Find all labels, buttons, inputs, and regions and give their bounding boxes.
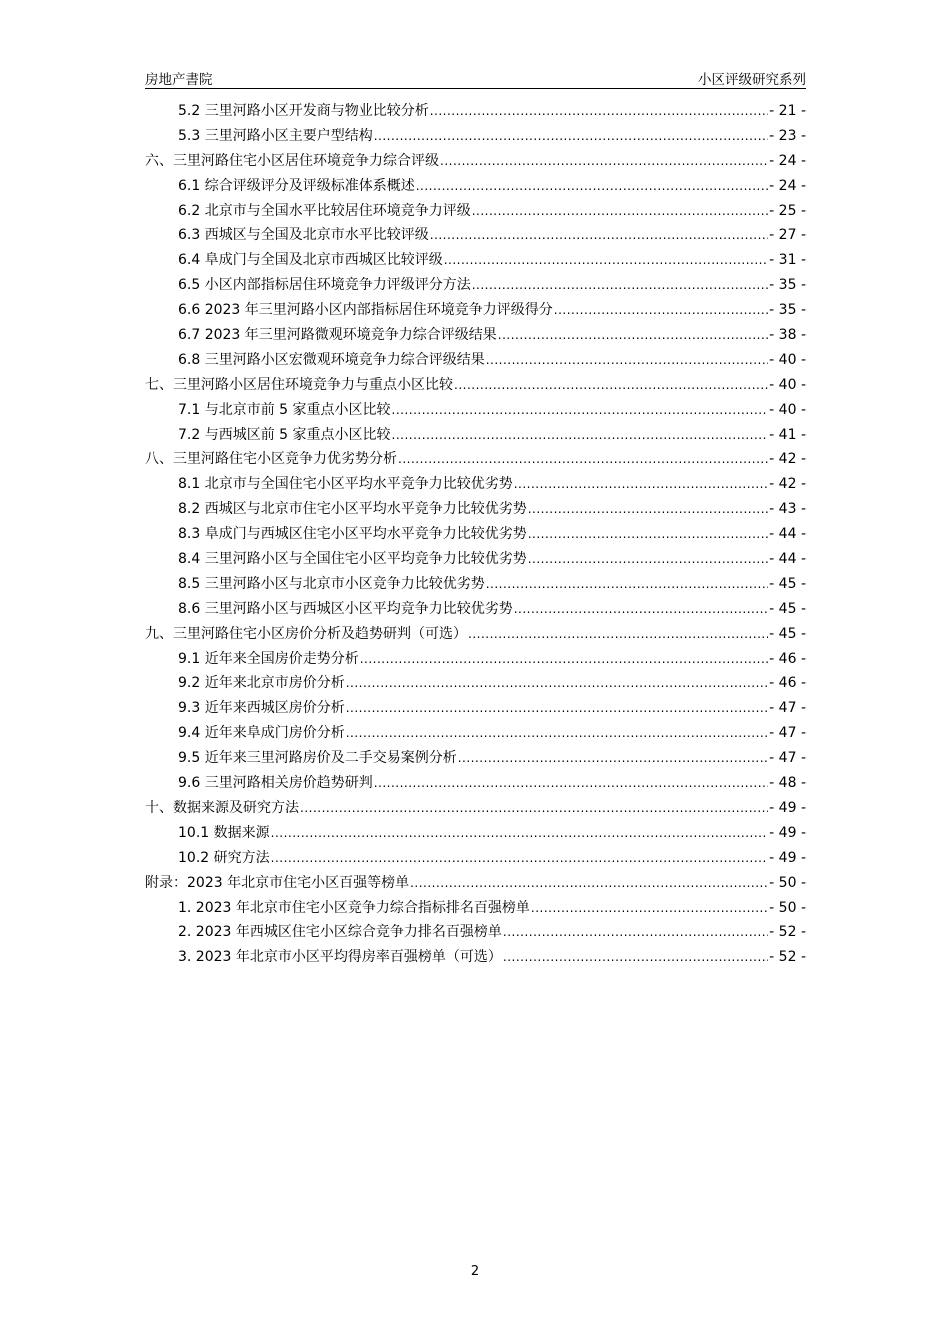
table-of-contents bbox=[145, 99, 806, 970]
toc-leader-dots bbox=[410, 871, 768, 896]
toc-leader-dots bbox=[531, 896, 768, 921]
toc-entry[interactable] bbox=[145, 597, 806, 622]
toc-entry[interactable] bbox=[145, 124, 806, 149]
toc-entry-title: 十、数据来源及研究方法 bbox=[145, 799, 299, 816]
toc-entry-page: - 40 - bbox=[769, 351, 806, 368]
toc-entry[interactable] bbox=[145, 622, 806, 647]
toc-entry-title: 6.6 2023 年三里河路小区内部指标居住环境竞争力评级得分 bbox=[178, 302, 553, 319]
toc-leader-dots bbox=[454, 373, 768, 398]
toc-leader-dots bbox=[554, 298, 768, 323]
toc-entry[interactable] bbox=[145, 149, 806, 174]
toc-entry-title: 6.3 西城区与全国及北京市水平比较评级 bbox=[178, 227, 429, 244]
toc-entry-page: - 48 - bbox=[769, 775, 806, 792]
toc-entry[interactable] bbox=[145, 273, 806, 298]
toc-entry-page: - 23 - bbox=[769, 127, 806, 144]
toc-entry[interactable] bbox=[145, 472, 806, 497]
toc-entry-page: - 52 - bbox=[769, 924, 806, 941]
toc-leader-dots bbox=[392, 423, 769, 448]
toc-entry-page: - 35 - bbox=[769, 277, 806, 294]
toc-entry[interactable] bbox=[145, 896, 806, 921]
toc-entry-title: 10.2 研究方法 bbox=[178, 849, 270, 866]
page-number: 2 bbox=[470, 1264, 480, 1279]
toc-entry-title: 6.8 三里河路小区宏微观环境竞争力综合评级结果 bbox=[178, 351, 485, 368]
toc-entry-page: - 46 - bbox=[769, 650, 806, 667]
toc-leader-dots bbox=[503, 920, 768, 945]
toc-leader-dots bbox=[472, 273, 768, 298]
toc-entry-title: 7.1 与北京市前 5 家重点小区比较 bbox=[178, 401, 391, 418]
toc-entry-page: - 42 - bbox=[769, 476, 806, 493]
toc-entry-title: 9.3 近年来西城区房价分析 bbox=[178, 700, 345, 717]
toc-entry-title: 5.2 三里河路小区开发商与物业比较分析 bbox=[178, 103, 429, 119]
toc-entry-title: 7.2 与西城区前 5 家重点小区比较 bbox=[178, 426, 391, 443]
toc-entry[interactable] bbox=[145, 99, 806, 124]
toc-entry-title: 附录：2023 年北京市住宅小区百强等榜单 bbox=[145, 874, 410, 891]
toc-entry[interactable] bbox=[145, 572, 806, 597]
toc-entry-page: - 46 - bbox=[769, 675, 806, 692]
toc-entry-page: - 31 - bbox=[769, 252, 806, 269]
toc-entry-title: 8.1 北京市与全国住宅小区平均水平竞争力比较优劣势 bbox=[178, 476, 513, 493]
toc-entry[interactable] bbox=[145, 846, 806, 871]
toc-leader-dots bbox=[486, 572, 768, 597]
toc-entry-title: 六、三里河路住宅小区居住环境竞争力综合评级 bbox=[145, 152, 439, 169]
toc-entry-title: 七、三里河路小区居住环境竞争力与重点小区比较 bbox=[145, 376, 453, 393]
toc-leader-dots bbox=[503, 945, 768, 970]
toc-leader-dots bbox=[486, 348, 768, 373]
toc-entry-page: - 27 - bbox=[769, 227, 806, 244]
toc-entry[interactable] bbox=[145, 447, 806, 472]
toc-entry-page: - 24 - bbox=[769, 152, 806, 169]
toc-entry-page: - 42 - bbox=[769, 451, 806, 468]
toc-entry-page: - 47 - bbox=[769, 750, 806, 767]
toc-leader-dots bbox=[528, 497, 768, 522]
toc-leader-dots bbox=[300, 796, 768, 821]
toc-leader-dots bbox=[374, 124, 768, 149]
toc-entry[interactable] bbox=[145, 871, 806, 896]
toc-leader-dots bbox=[528, 522, 768, 547]
toc-entry-page: - 38 - bbox=[769, 327, 806, 344]
toc-entry-page: - 47 - bbox=[769, 700, 806, 717]
toc-entry-title: 6.4 阜成门与全国及北京市西城区比较评级 bbox=[178, 252, 443, 269]
toc-entry[interactable] bbox=[145, 920, 806, 945]
toc-entry-title: 6.2 北京市与全国水平比较居住环境竞争力评级 bbox=[178, 202, 471, 219]
toc-entry-title: 8.6 三里河路小区与西城区小区平均竞争力比较优劣势 bbox=[178, 600, 513, 617]
toc-entry[interactable] bbox=[145, 348, 806, 373]
toc-entry[interactable] bbox=[145, 223, 806, 248]
toc-entry[interactable] bbox=[145, 174, 806, 199]
toc-leader-dots bbox=[392, 398, 769, 423]
toc-entry[interactable] bbox=[145, 398, 806, 423]
toc-entry-page: - 21 - bbox=[769, 103, 806, 119]
toc-entry-page: - 49 - bbox=[769, 824, 806, 841]
toc-entry-title: 6.7 2023 年三里河路微观环境竞争力综合评级结果 bbox=[178, 327, 497, 344]
toc-entry-page: - 41 - bbox=[769, 426, 806, 443]
toc-entry[interactable] bbox=[145, 522, 806, 547]
toc-entry-title: 8.4 三里河路小区与全国住宅小区平均竞争力比较优劣势 bbox=[178, 551, 527, 568]
toc-leader-dots bbox=[346, 696, 768, 721]
toc-entry-page: - 40 - bbox=[769, 376, 806, 393]
toc-entry-title: 9.4 近年来阜成门房价分析 bbox=[178, 725, 345, 742]
toc-entry[interactable] bbox=[145, 547, 806, 572]
toc-leader-dots bbox=[398, 447, 768, 472]
header-publisher: 房地产書院 bbox=[145, 72, 213, 88]
toc-entry-title: 8.2 西城区与北京市住宅小区平均水平竞争力比较优劣势 bbox=[178, 501, 527, 518]
toc-leader-dots bbox=[374, 771, 768, 796]
toc-entry-page: - 45 - bbox=[769, 575, 806, 592]
toc-entry[interactable] bbox=[145, 721, 806, 746]
toc-leader-dots bbox=[271, 821, 769, 846]
toc-leader-dots bbox=[458, 746, 768, 771]
toc-leader-dots bbox=[346, 671, 768, 696]
toc-entry-title: 九、三里河路住宅小区房价分析及趋势研判（可选） bbox=[145, 625, 467, 642]
toc-entry[interactable] bbox=[145, 497, 806, 522]
toc-entry-page: - 52 - bbox=[769, 949, 806, 966]
toc-entry[interactable] bbox=[145, 796, 806, 821]
toc-leader-dots bbox=[360, 647, 768, 672]
toc-entry[interactable] bbox=[145, 821, 806, 846]
toc-entry[interactable] bbox=[145, 373, 806, 398]
page-header bbox=[145, 66, 806, 89]
toc-entry[interactable] bbox=[145, 248, 806, 273]
toc-entry-title: 6.1 综合评级评分及评级标准体系概述 bbox=[178, 177, 415, 194]
toc-leader-dots bbox=[514, 597, 768, 622]
toc-entry[interactable] bbox=[145, 423, 806, 448]
toc-entry-page: - 44 - bbox=[769, 551, 806, 568]
toc-entry[interactable] bbox=[145, 671, 806, 696]
toc-entry-page: - 44 - bbox=[769, 526, 806, 543]
toc-entry-title: 3. 2023 年北京市小区平均得房率百强榜单（可选） bbox=[178, 949, 502, 966]
toc-entry[interactable] bbox=[145, 323, 806, 348]
toc-entry[interactable] bbox=[145, 746, 806, 771]
toc-entry-page: - 45 - bbox=[769, 600, 806, 617]
toc-entry-title: 8.5 三里河路小区与北京市小区竞争力比较优劣势 bbox=[178, 575, 485, 592]
toc-leader-dots bbox=[430, 223, 768, 248]
toc-entry-title: 6.5 小区内部指标居住环境竞争力评级评分方法 bbox=[178, 277, 471, 294]
toc-entry-page: - 43 - bbox=[769, 501, 806, 518]
toc-leader-dots bbox=[472, 199, 768, 224]
toc-entry-page: - 50 - bbox=[769, 874, 806, 891]
toc-leader-dots bbox=[514, 472, 768, 497]
toc-entry-title: 10.1 数据来源 bbox=[178, 824, 270, 841]
toc-entry[interactable] bbox=[145, 647, 806, 672]
toc-entry-page: - 40 - bbox=[769, 401, 806, 418]
toc-entry-title: 9.6 三里河路相关房价趋势研判 bbox=[178, 775, 373, 792]
toc-entry-page: - 35 - bbox=[769, 302, 806, 319]
toc-leader-dots bbox=[468, 622, 768, 647]
toc-entry[interactable] bbox=[145, 298, 806, 323]
toc-leader-dots bbox=[498, 323, 768, 348]
toc-entry-title: 1. 2023 年北京市住宅小区竞争力综合指标排名百强榜单 bbox=[178, 899, 530, 916]
toc-entry[interactable] bbox=[145, 945, 806, 970]
toc-entry-page: - 45 - bbox=[769, 625, 806, 642]
toc-entry-title: 9.1 近年来全国房价走势分析 bbox=[178, 650, 359, 667]
toc-leader-dots bbox=[416, 174, 768, 199]
toc-entry[interactable] bbox=[145, 696, 806, 721]
toc-leader-dots bbox=[440, 149, 768, 174]
toc-entry-page: - 24 - bbox=[769, 177, 806, 194]
toc-entry-title: 2. 2023 年西城区住宅小区综合竞争力排名百强榜单 bbox=[178, 924, 502, 941]
toc-entry-page: - 50 - bbox=[769, 899, 806, 916]
toc-leader-dots bbox=[271, 846, 769, 871]
toc-entry-page: - 49 - bbox=[769, 849, 806, 866]
toc-entry-title: 八、三里河路住宅小区竞争力优劣势分析 bbox=[145, 451, 397, 468]
toc-leader-dots bbox=[430, 99, 768, 124]
toc-entry-page: - 47 - bbox=[769, 725, 806, 742]
toc-entry-page: - 49 - bbox=[769, 799, 806, 816]
toc-entry-page: - 25 - bbox=[769, 202, 806, 219]
toc-entry[interactable] bbox=[145, 199, 806, 224]
toc-entry-title: 9.5 近年来三里河路房价及二手交易案例分析 bbox=[178, 750, 457, 767]
toc-entry-title: 5.3 三里河路小区主要户型结构 bbox=[178, 127, 373, 144]
toc-entry-title: 9.2 近年来北京市房价分析 bbox=[178, 675, 345, 692]
toc-leader-dots bbox=[346, 721, 768, 746]
toc-entry[interactable] bbox=[145, 771, 806, 796]
toc-entry-title: 8.3 阜成门与西城区住宅小区平均水平竞争力比较优劣势 bbox=[178, 526, 527, 543]
toc-leader-dots bbox=[444, 248, 768, 273]
header-series: 小区评级研究系列 bbox=[698, 72, 806, 88]
toc-leader-dots bbox=[528, 547, 768, 572]
